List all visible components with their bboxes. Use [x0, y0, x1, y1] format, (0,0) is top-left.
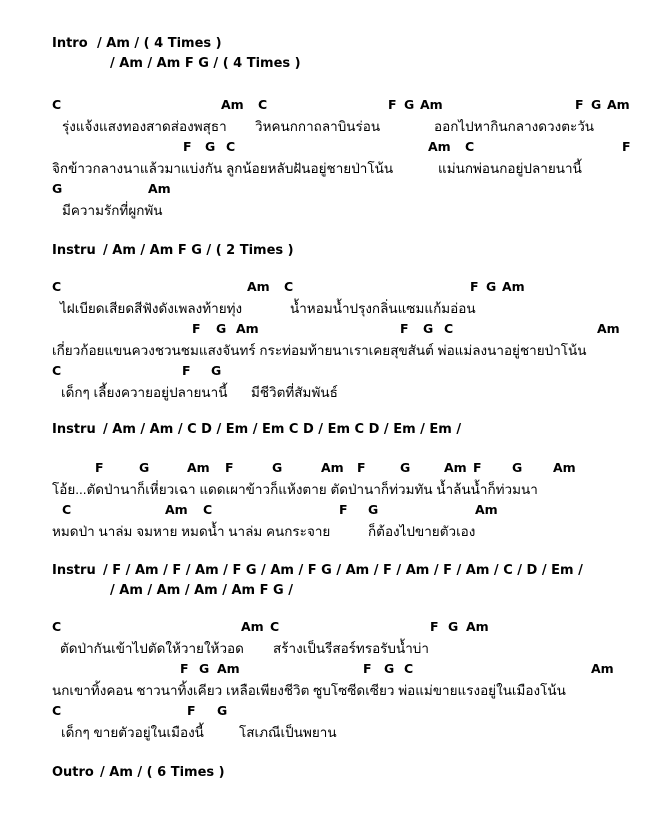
chord-symbol: F [400, 321, 409, 336]
chord-symbol: F [225, 460, 234, 475]
lyric-text: โสเภณีเป็นพยาน [239, 725, 337, 740]
chord-symbol: G [205, 139, 216, 154]
lyric-text: นกเขาทิ้งคอน ชาวนาทิ้งเคียว เหลือเพียงชีวิต ซูบโซซีดเซียว พ่อแม่ขายแรงอยู่ในเมืองโน้น [52, 683, 566, 698]
lyric-text: โอ้ย...ตัดป่านาก็เหี่ยวเฉา แดดเผาข้าวก็แห้งตาย ตัดป่านาก็ท่วมทัน น้ำล้นน้ำก็ท่วมนา [52, 482, 538, 497]
chord-symbol: C [270, 619, 280, 634]
chord-symbol: G [211, 363, 222, 378]
lyric-text: เด็กๆ ขายตัวอยู่ในเมืองนี้ [61, 725, 204, 740]
chord-symbol: F [339, 502, 348, 517]
section-label: Outro [52, 765, 94, 780]
chord-symbol: Am [428, 139, 451, 154]
lyric-text: สร้างเป็นรีสอร์ทรอรับน้ำบ่า [273, 641, 429, 656]
chord-symbol: Am [187, 460, 210, 475]
chord-symbol: F [95, 460, 104, 475]
chord-symbol: F [183, 139, 192, 154]
lyric-text: มีความรักที่ผูกพัน [62, 203, 163, 218]
lyric-text: ออกไปหากินกลางดวงตะวัน [434, 119, 595, 134]
chord-symbol: C [404, 661, 414, 676]
lyric-text: รุ่งแจ้งแสงทองสาดส่องพสุธา [62, 119, 227, 134]
chord-symbol: Am [591, 661, 614, 676]
chord-symbol: F [180, 661, 189, 676]
chord-symbol: F [182, 363, 191, 378]
chord-symbol: G [512, 460, 523, 475]
chord-symbol: G [139, 460, 150, 475]
chord-symbol: F [622, 139, 631, 154]
chord-symbol: C [52, 363, 62, 378]
chord-symbol: Am [321, 460, 344, 475]
chord-symbol: C [444, 321, 454, 336]
lyric-text: วิหคนกกาถลาบินร่อน [255, 119, 381, 134]
chord-symbol: G [52, 181, 63, 196]
chord-symbol: G [199, 661, 210, 676]
section-label: Instru [52, 563, 96, 578]
chord-symbol: F [575, 97, 584, 112]
lyric-text: เกี่ยวก้อยแขนควงชวนชมแสงจันทร์ กระท่อมท้ายนาเราเคยสุขสันต์ พ่อแม่ลงนาอยู่ชายป่าโน้น [52, 343, 587, 358]
chord-symbol: Am [165, 502, 188, 517]
chord-symbol: F [470, 279, 479, 294]
chord-symbol: G [384, 661, 395, 676]
chord-symbol: Am [217, 661, 240, 676]
section-label: / Am / ( 4 Times ) [97, 36, 222, 51]
section-label: / F / Am / F / Am / F G / Am / F G / Am / F / Am / F / Am / C / D / Em / [103, 563, 583, 578]
lyric-text: ตัดป่ากันเข้าไปตัดให้วายให้วอด [60, 641, 244, 656]
chord-symbol: Am [148, 181, 171, 196]
chord-symbol: Am [241, 619, 264, 634]
chord-symbol: C [284, 279, 294, 294]
lyric-text: น้ำหอมน้ำปรุงกลิ่นแซมแก้มอ่อน [290, 301, 476, 316]
chord-symbol: C [52, 619, 62, 634]
section-label: / Am / Am F G / ( 2 Times ) [103, 243, 294, 258]
section-label: / Am / Am / Am / Am F G / [110, 583, 293, 598]
lyric-text: จิกข้าวกลางนาแล้วมาแบ่งกัน ลูกน้อยหลับฝันอยู่ชายป่าโน้น [52, 161, 394, 176]
chord-symbol: Am [444, 460, 467, 475]
chord-symbol: F [192, 321, 201, 336]
chord-symbol: C [203, 502, 213, 517]
section-label: / Am / ( 6 Times ) [100, 765, 225, 780]
lyric-text: ก็ต้องไปขายตัวเอง [368, 524, 476, 539]
chord-symbol: F [473, 460, 482, 475]
chord-symbol: Am [553, 460, 576, 475]
chord-symbol: C [62, 502, 72, 517]
chord-symbol: C [226, 139, 236, 154]
chord-symbol: G [423, 321, 434, 336]
chord-symbol: C [52, 703, 62, 718]
chord-symbol: G [486, 279, 497, 294]
chord-symbol: Am [597, 321, 620, 336]
chord-symbol: F [388, 97, 397, 112]
lyric-text: เด็กๆ เลี้ยงควายอยู่ปลายนานี้ [61, 385, 228, 400]
lyric-text: หมดป่า นาล่ม จมหาย หมดน้ำ นาล่ม คนกระจาย [52, 524, 331, 539]
chord-symbol: C [465, 139, 475, 154]
chord-symbol: G [217, 703, 228, 718]
section-label: Instru [52, 422, 96, 437]
chord-symbol: Am [221, 97, 244, 112]
chord-symbol: Am [247, 279, 270, 294]
section-label: / Am / Am F G / ( 4 Times ) [110, 56, 301, 71]
lyric-text: ไฝเบียดเสียดสีฟังดังเพลงท้ายทุ่ง [60, 301, 243, 316]
chord-symbol: Am [502, 279, 525, 294]
chord-symbol: Am [475, 502, 498, 517]
chord-symbol: G [216, 321, 227, 336]
chord-symbol: G [400, 460, 411, 475]
chord-symbol: G [404, 97, 415, 112]
chord-symbol: F [357, 460, 366, 475]
section-label: Intro [52, 36, 88, 51]
chord-symbol: Am [420, 97, 443, 112]
chord-symbol: Am [466, 619, 489, 634]
chord-symbol: C [52, 279, 62, 294]
chord-symbol: Am [607, 97, 630, 112]
lyric-text: มีชีวิตที่สัมพันธ์ [251, 385, 338, 400]
chord-symbol: F [430, 619, 439, 634]
chord-symbol: F [363, 661, 372, 676]
chord-symbol: G [591, 97, 602, 112]
lyric-text: แม่นกพ่อนกอยู่ปลายนานี้ [438, 161, 582, 176]
chord-symbol: G [448, 619, 459, 634]
chord-symbol: Am [236, 321, 259, 336]
chord-symbol: C [258, 97, 268, 112]
chord-symbol: G [272, 460, 283, 475]
chord-symbol: G [368, 502, 379, 517]
section-label: Instru [52, 243, 96, 258]
section-label: / Am / Am / C D / Em / Em C D / Em C D / Em / Em / [103, 422, 462, 437]
chord-symbol: C [52, 97, 62, 112]
chord-symbol: F [187, 703, 196, 718]
